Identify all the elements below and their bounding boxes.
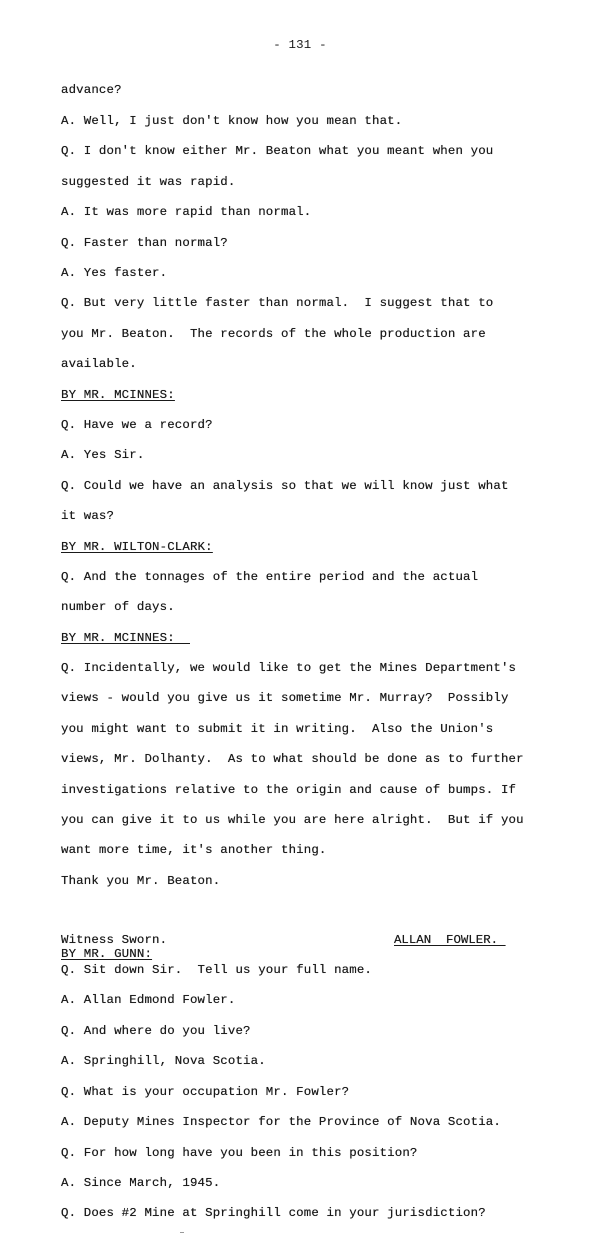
transcript-line: advance? <box>61 83 122 97</box>
answer-line: A. Yes faster. <box>61 266 168 280</box>
examiner-heading: BY MR. WILTON-CLARK: <box>61 540 213 554</box>
examiner-heading: BY MR. GUNN: <box>61 947 153 961</box>
examiner-heading: BY MR. MCINNES: <box>61 631 190 645</box>
answer-line: A. Allan Edmond Fowler. <box>61 993 236 1007</box>
transcript-line: Thank you Mr. Beaton. <box>61 874 221 888</box>
answer-line: A. Springhill, Nova Scotia. <box>61 1054 266 1068</box>
transcript-line: available. <box>61 357 137 371</box>
answer-line: A. Deputy Mines Inspector for the Province of Nova Scotia. <box>61 1115 501 1129</box>
question-line: Q. And the tonnages of the entire period and the actual <box>61 570 479 584</box>
transcript-line: you Mr. Beaton. The records of the whole production are <box>61 327 486 341</box>
question-line: Q. Faster than normal? <box>61 236 228 250</box>
transcript-line: number of days. <box>61 600 175 614</box>
answer-line: A. Yes Sir. <box>61 448 145 462</box>
answer-line: A. Well, I just don't know how you mean that. <box>61 114 403 128</box>
transcript-line: you might want to submit it in writing. Also the Union's <box>61 722 494 736</box>
answer-line: A. Since March, 1945. <box>61 1176 221 1190</box>
witness-name-heading: ALLAN FOWLER. <box>394 933 506 947</box>
question-line: Q. Sit down Sir. Tell us your full name. <box>61 963 373 977</box>
scan-speck <box>180 1232 184 1233</box>
transcript-line: it was? <box>61 509 115 523</box>
page-number: - 131 - <box>273 38 327 52</box>
question-line: Q. And where do you live? <box>61 1024 251 1038</box>
question-line: Q. But very little faster than normal. I suggest that to <box>61 296 494 310</box>
examiner-heading: BY MR. MCINNES: <box>61 388 175 402</box>
question-line: Q. Incidentally, we would like to get the Mines Department's <box>61 661 517 675</box>
transcript-line: investigations relative to the origin and cause of bumps. If <box>61 783 517 797</box>
transcript-line: views - would you give us it sometime Mr. Murray? Possibly <box>61 691 509 705</box>
question-line: Q. For how long have you been in this position? <box>61 1146 418 1160</box>
witness-sworn-label: Witness Sworn. <box>61 933 168 947</box>
question-line: Q. Have we a record? <box>61 418 213 432</box>
question-line: Q. What is your occupation Mr. Fowler? <box>61 1085 350 1099</box>
answer-line: A. It was more rapid than normal. <box>61 205 312 219</box>
transcript-line: want more time, it's another thing. <box>61 843 327 857</box>
transcript-line: suggested it was rapid. <box>61 175 236 189</box>
question-line: Q. I don't know either Mr. Beaton what you meant when you <box>61 144 494 158</box>
transcript-line: you can give it to us while you are here alright. But if you <box>61 813 524 827</box>
question-line: Q. Could we have an analysis so that we will know just what <box>61 479 509 493</box>
transcript-line: views, Mr. Dolhanty. As to what should be done as to further <box>61 752 524 766</box>
question-line: Q. Does #2 Mine at Springhill come in your jurisdiction? <box>61 1206 486 1220</box>
